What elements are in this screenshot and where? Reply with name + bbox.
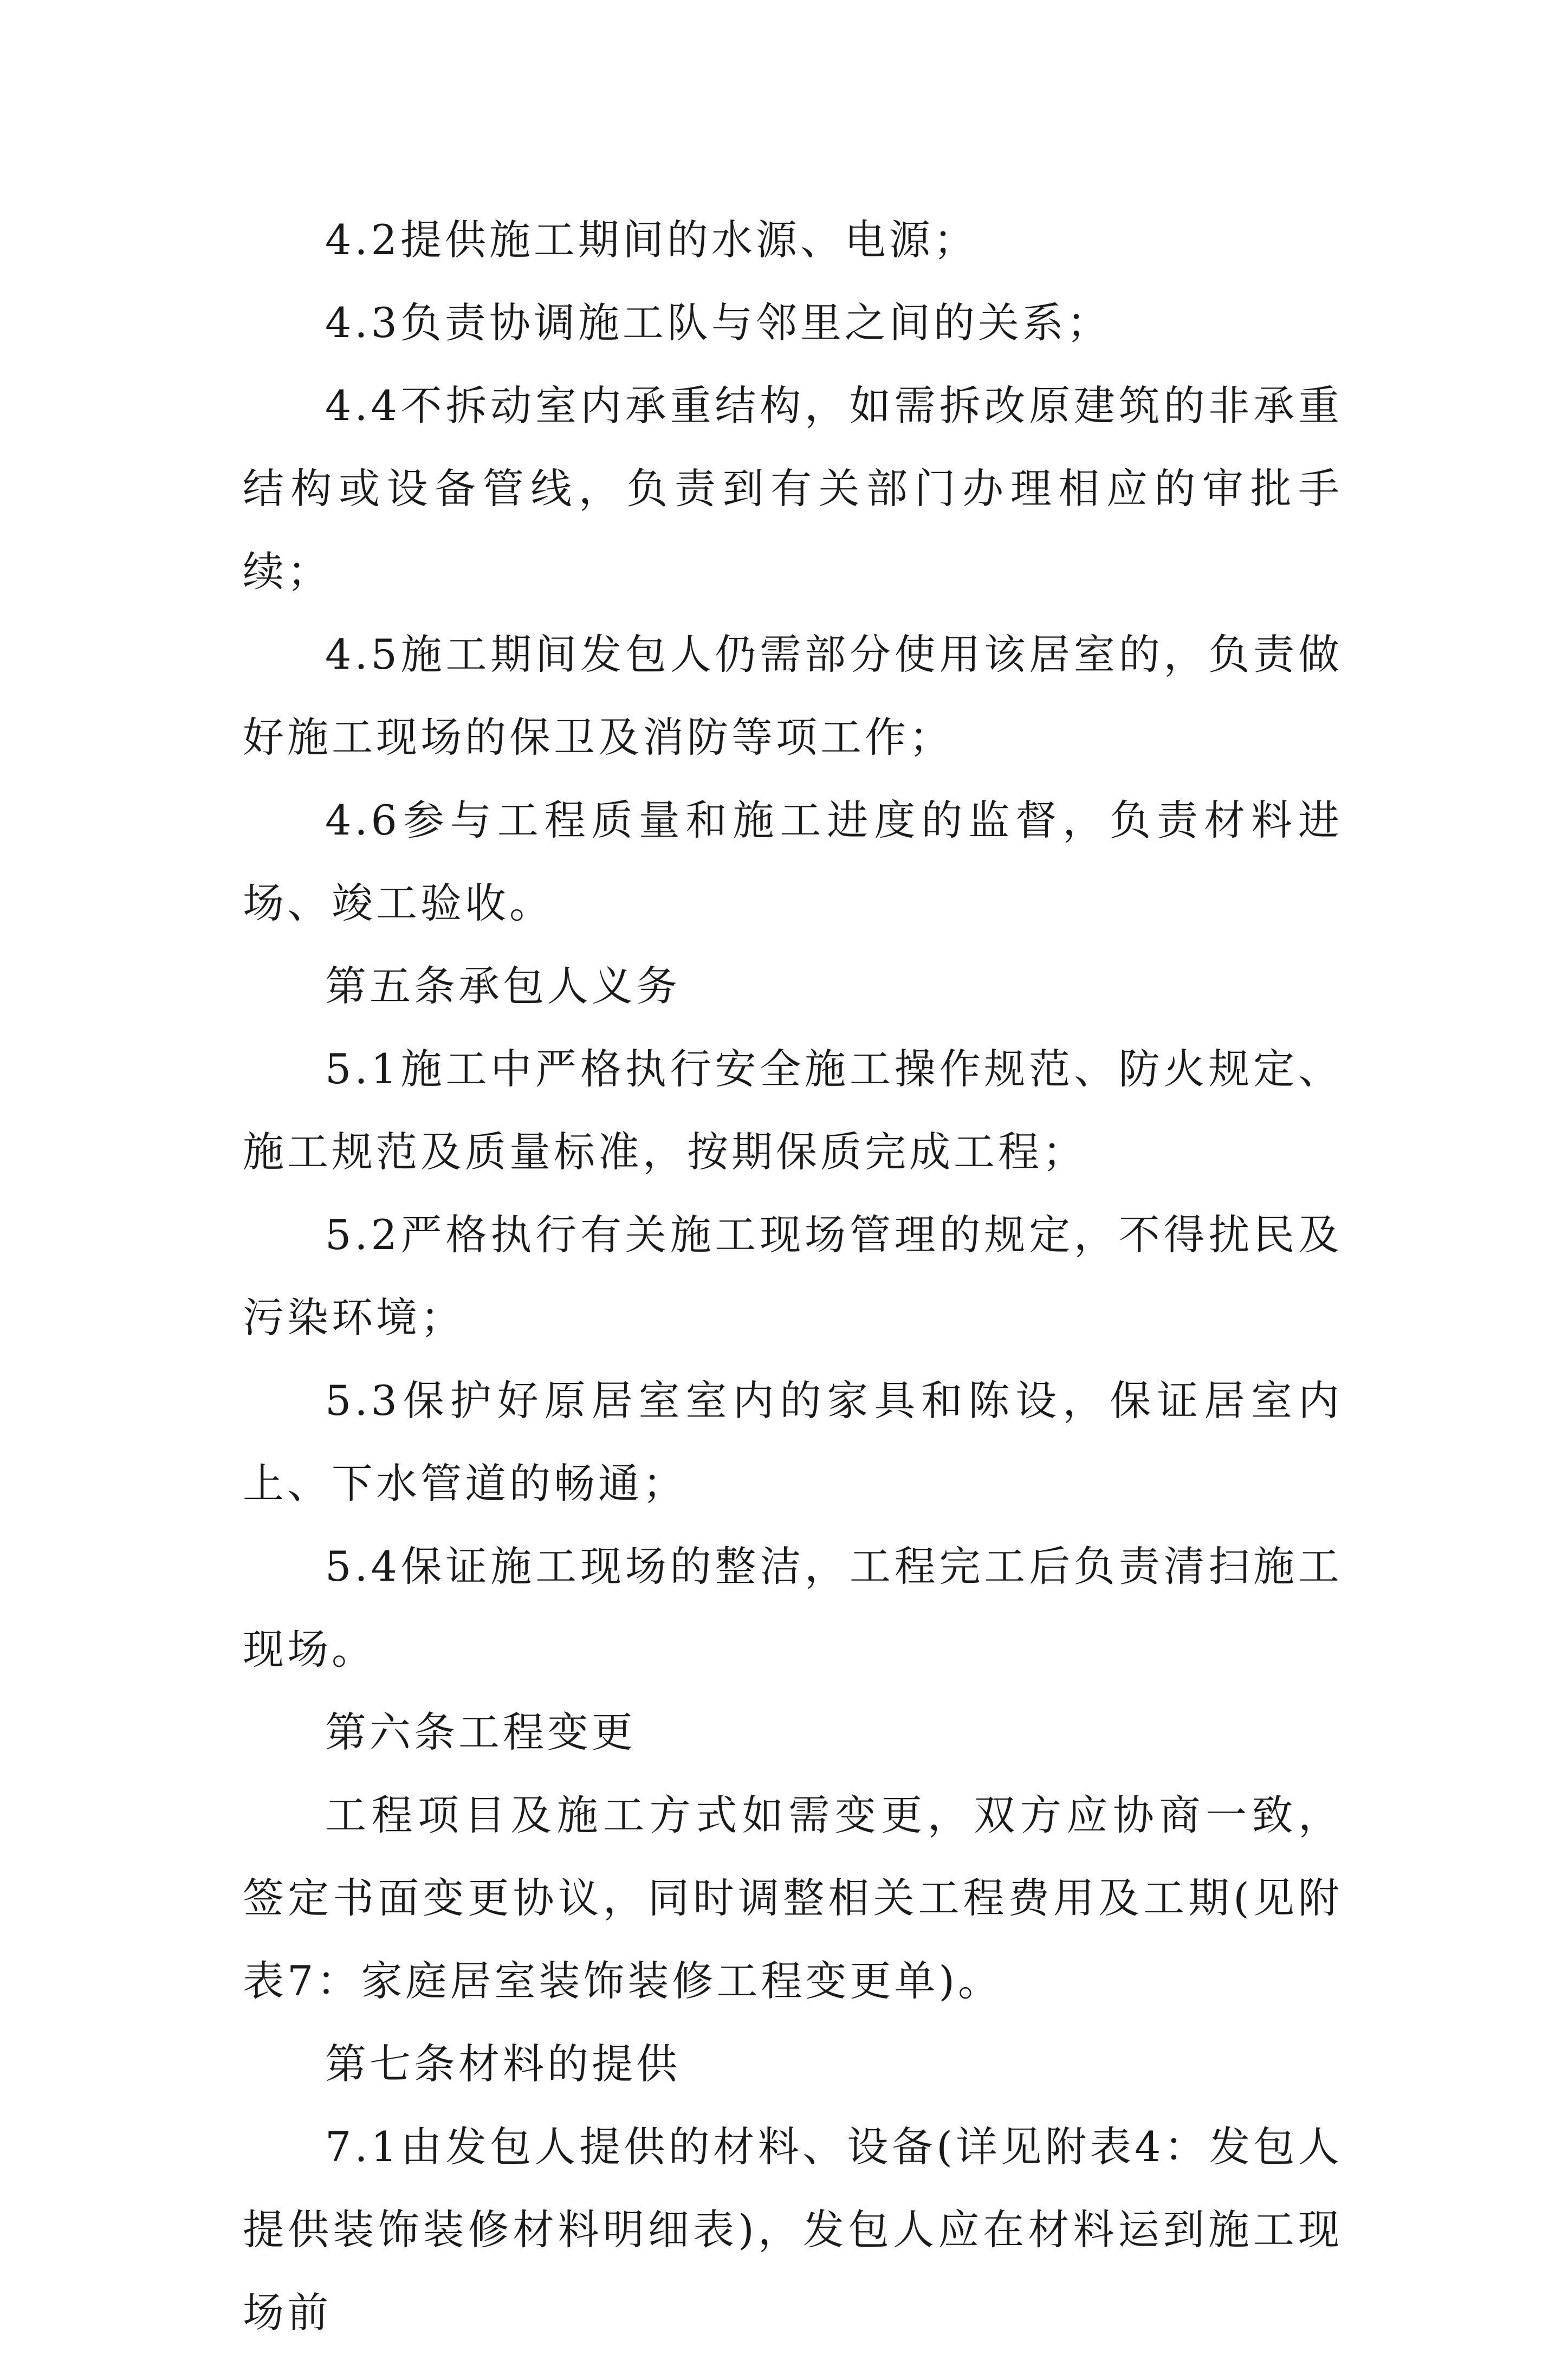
paragraph-4-2: 4.2提供施工期间的水源、电源； xyxy=(325,216,978,264)
paragraph-4-5: 4.5施工期间发包人仍需部分使用该居室的，负责做好施工现场的保卫及消防等项工作； xyxy=(243,630,1343,761)
paragraph-4-3: 4.3负责协调施工队与邻里之间的关系； xyxy=(325,299,1111,347)
paragraph-5-3: 5.3保护好原居室室内的家具和陈设，保证居室内上、下水管道的畅通； xyxy=(243,1376,1343,1508)
paragraph-5-2: 5.2严格执行有关施工现场管理的规定，不得扰民及污染环境； xyxy=(243,1211,1343,1342)
paragraph-4-6: 4.6参与工程质量和施工进度的监督，负责材料进场、竣工验收。 xyxy=(243,796,1343,927)
heading-article-7: 第七条材料的提供 xyxy=(325,2040,681,2088)
heading-article-6: 第六条工程变更 xyxy=(325,1708,636,1756)
paragraph-article-6-body: 工程项目及施工方式如需变更，双方应协商一致，签定书面变更协议，同时调整相关工程费用及工期(见附表7：家庭居室装饰装修工程变更单)。 xyxy=(243,1791,1343,2005)
paragraph-5-1: 5.1施工中严格执行安全施工操作规范、防火规定、施工规范及质量标准，按期保质完成工程； xyxy=(243,1045,1343,1176)
paragraph-4-4: 4.4不拆动室内承重结构，如需拆改原建筑的非承重结构或设备管线，负责到有关部门办理相应的审批手续； xyxy=(243,381,1343,596)
paragraph-7-1: 7.1由发包人提供的材料、设备(详见附表4：发包人提供装饰装修材料明细表)，发包人应在材料运到施工现场前 xyxy=(243,2123,1343,2337)
heading-article-5: 第五条承包人义务 xyxy=(325,962,681,1010)
document-body xyxy=(243,198,1343,2354)
paragraph-5-4: 5.4保证施工现场的整洁，工程完工后负责清扫施工现场。 xyxy=(243,1542,1343,1673)
